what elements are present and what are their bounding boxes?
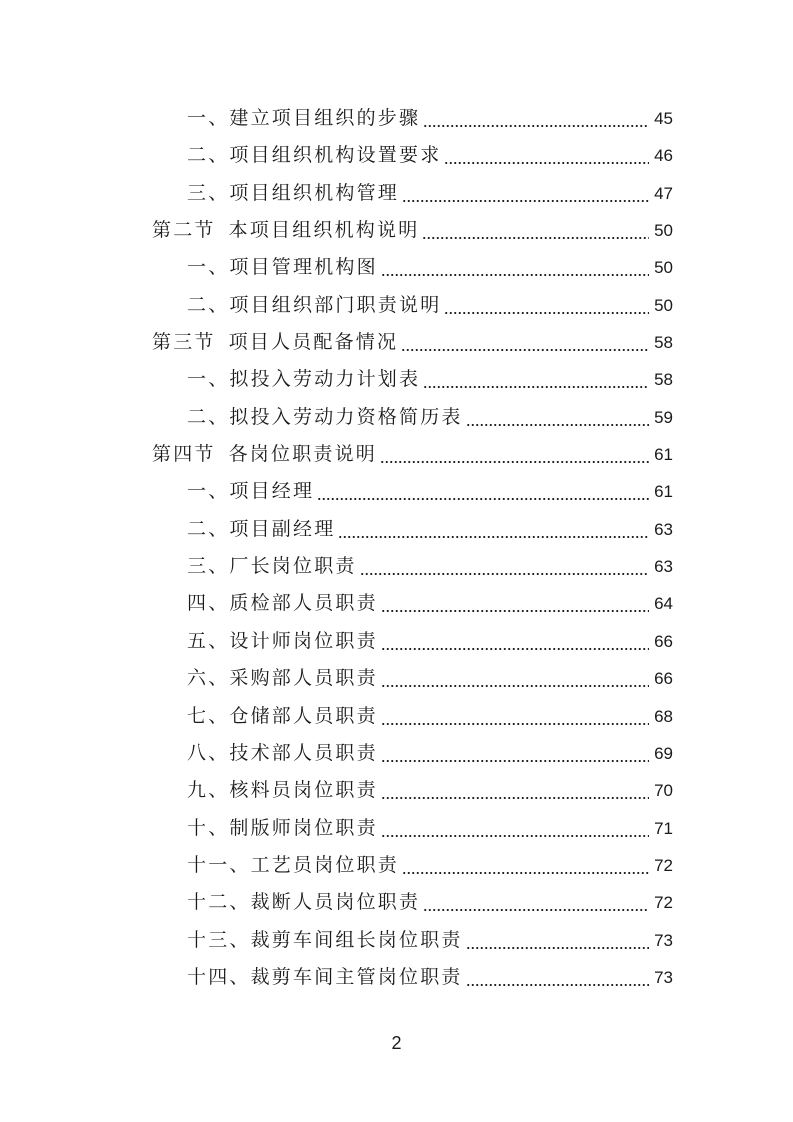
- toc-dot-leader: [423, 884, 649, 921]
- toc-entry: [0, 623, 673, 660]
- toc-entry-number: 九、: [187, 779, 230, 802]
- toc-entry-number: 十四、: [187, 965, 251, 988]
- toc-entry-title: 建立项目组织的步骤: [229, 107, 421, 129]
- toc-dot-leader: [423, 100, 649, 137]
- toc-entry-title: 质检部人员职责: [229, 592, 378, 615]
- toc-page-number: 46: [654, 146, 673, 166]
- toc-entry-title: 裁断人员岗位职责: [250, 891, 421, 914]
- toc-entry-title: 设计师岗位职责: [229, 629, 378, 652]
- toc-entry-number: 二、: [187, 144, 230, 167]
- toc-dot-leader: [466, 959, 649, 996]
- toc-entry-number: 十二、: [187, 891, 251, 914]
- toc-entry-number: 一、: [187, 256, 230, 279]
- toc-entry-title: 仓储部人员职责: [229, 704, 378, 727]
- toc-dot-leader: [338, 511, 649, 548]
- toc-entry-number: 第四节: [152, 443, 216, 466]
- toc-page-number: 72: [654, 893, 673, 913]
- toc-dot-leader: [381, 660, 649, 697]
- toc-page-number: 68: [654, 706, 673, 726]
- toc-entry-number: 十、: [187, 816, 230, 839]
- toc-entry-number: 二、: [187, 405, 230, 428]
- toc-entry: [0, 361, 673, 398]
- toc-dot-leader: [402, 175, 649, 212]
- toc-dot-leader: [360, 548, 649, 585]
- toc-dot-leader: [381, 735, 649, 772]
- toc-entry-title: 厂长岗位职责: [229, 555, 357, 578]
- toc-entry-title: 裁剪车间组长岗位职责: [250, 928, 463, 951]
- toc-entry-title: 裁剪车间主管岗位职责: [250, 965, 463, 988]
- toc-entry-number: 三、: [187, 181, 230, 204]
- toc-entry: [0, 585, 673, 622]
- toc-section-entry: [0, 436, 673, 473]
- toc-entry: [0, 137, 673, 174]
- toc-entry-number: 八、: [187, 741, 230, 764]
- toc-entry-title: 本项目组织机构说明: [228, 219, 420, 242]
- toc-entry-number: 六、: [187, 667, 230, 690]
- toc-page-number: 50: [654, 258, 673, 278]
- toc-entry-number: 一、: [187, 107, 230, 129]
- toc-entry-number: 七、: [187, 704, 230, 727]
- toc-entry: [0, 922, 673, 959]
- toc-page-number: 64: [654, 594, 673, 614]
- toc-entry: [0, 511, 673, 548]
- toc-entry: [0, 100, 673, 137]
- toc-entry: [0, 959, 673, 996]
- toc-page-number: 45: [654, 109, 673, 128]
- toc-dot-leader: [381, 772, 649, 809]
- toc-entry: [0, 735, 673, 772]
- toc-entry: [0, 548, 673, 585]
- toc-page-number: 73: [654, 967, 673, 987]
- toc-entry-title: 拟投入劳动力资格简历表: [229, 405, 463, 428]
- toc-dot-leader: [466, 399, 649, 436]
- toc-dot-leader: [444, 287, 649, 324]
- toc-entry-title: 项目人员配备情况: [228, 331, 399, 354]
- toc-page-number: 59: [654, 407, 673, 427]
- toc-entry-title: 项目组织机构管理: [229, 181, 400, 204]
- toc-entry-title: 技术部人员职责: [229, 741, 378, 764]
- toc-dot-leader: [444, 137, 649, 174]
- toc-dot-leader: [381, 623, 649, 660]
- toc-page-number: 71: [654, 818, 673, 838]
- toc-section-entry: [0, 324, 673, 361]
- toc-entry-title: 项目经理: [229, 480, 315, 503]
- toc-entry-number: 三、: [187, 555, 230, 578]
- toc-dot-leader: [466, 922, 649, 959]
- toc-page-number: 58: [654, 370, 673, 390]
- toc-dot-leader: [380, 436, 649, 473]
- toc-dot-leader: [402, 847, 649, 884]
- toc-page-number: 58: [654, 333, 673, 353]
- toc-page-number: 63: [654, 557, 673, 577]
- toc-entry: [0, 473, 673, 510]
- toc-entry-title: 项目管理机构图: [229, 256, 378, 279]
- toc-entry-number: 十三、: [187, 928, 251, 951]
- toc-dot-leader: [422, 212, 649, 249]
- toc-page-number: 50: [654, 295, 673, 315]
- toc-section-entry: [0, 212, 673, 249]
- toc-entry-number: 第三节: [152, 331, 216, 354]
- toc-entry: [0, 884, 673, 921]
- toc-entry-number: 二、: [187, 517, 230, 540]
- toc-entry-title: 工艺员岗位职责: [250, 853, 400, 876]
- toc-entry-title: 采购部人员职责: [229, 667, 378, 690]
- toc-page-number: 61: [654, 445, 673, 465]
- toc-page-number: 66: [654, 631, 673, 651]
- toc-entry-title: 项目组织部门职责说明: [229, 293, 442, 316]
- toc-entry: [0, 249, 673, 286]
- toc-entry-number: 第二节: [152, 219, 216, 242]
- toc-page-number: 70: [654, 781, 673, 801]
- footer-page-number: 2: [391, 1033, 402, 1053]
- toc-page-number: 47: [654, 183, 673, 203]
- toc-entry-title: 拟投入劳动力计划表: [229, 368, 421, 391]
- toc-dot-leader: [381, 698, 649, 735]
- toc-entry: [0, 847, 673, 884]
- toc-entry-title: 项目副经理: [229, 517, 336, 540]
- toc-page-number: 50: [654, 221, 673, 241]
- toc-entry-number: 一、: [187, 368, 230, 391]
- toc-dot-leader: [381, 585, 649, 622]
- toc-page-number: 63: [654, 519, 673, 539]
- toc-entry-title: 项目组织机构设置要求: [229, 144, 442, 167]
- toc-entry: [0, 287, 673, 324]
- toc-page-number: 69: [654, 743, 673, 763]
- toc-page-number: 72: [654, 855, 673, 875]
- toc-entry: [0, 399, 673, 436]
- toc-dot-leader: [381, 249, 649, 286]
- table-of-contents: [0, 100, 673, 996]
- toc-entry-number: 一、: [187, 480, 230, 503]
- toc-entry-title: 核料员岗位职责: [229, 779, 378, 802]
- toc-entry: [0, 772, 673, 809]
- toc-dot-leader: [401, 324, 649, 361]
- toc-entry: [0, 175, 673, 212]
- toc-entry-number: 四、: [187, 592, 230, 615]
- toc-entry: [0, 698, 673, 735]
- toc-entry-title: 制版师岗位职责: [229, 816, 378, 839]
- toc-page-number: 61: [654, 482, 673, 502]
- toc-page-number: 66: [654, 669, 673, 689]
- toc-entry-number: 二、: [187, 293, 230, 316]
- toc-entry-number: 五、: [187, 629, 230, 652]
- toc-page-number: 73: [654, 930, 673, 950]
- toc-dot-leader: [423, 361, 649, 398]
- toc-entry: [0, 660, 673, 697]
- toc-entry-number: 十一、: [187, 853, 251, 876]
- toc-dot-leader: [381, 810, 649, 847]
- toc-dot-leader: [317, 473, 649, 510]
- toc-entry: [0, 810, 673, 847]
- toc-entry-title: 各岗位职责说明: [228, 443, 378, 466]
